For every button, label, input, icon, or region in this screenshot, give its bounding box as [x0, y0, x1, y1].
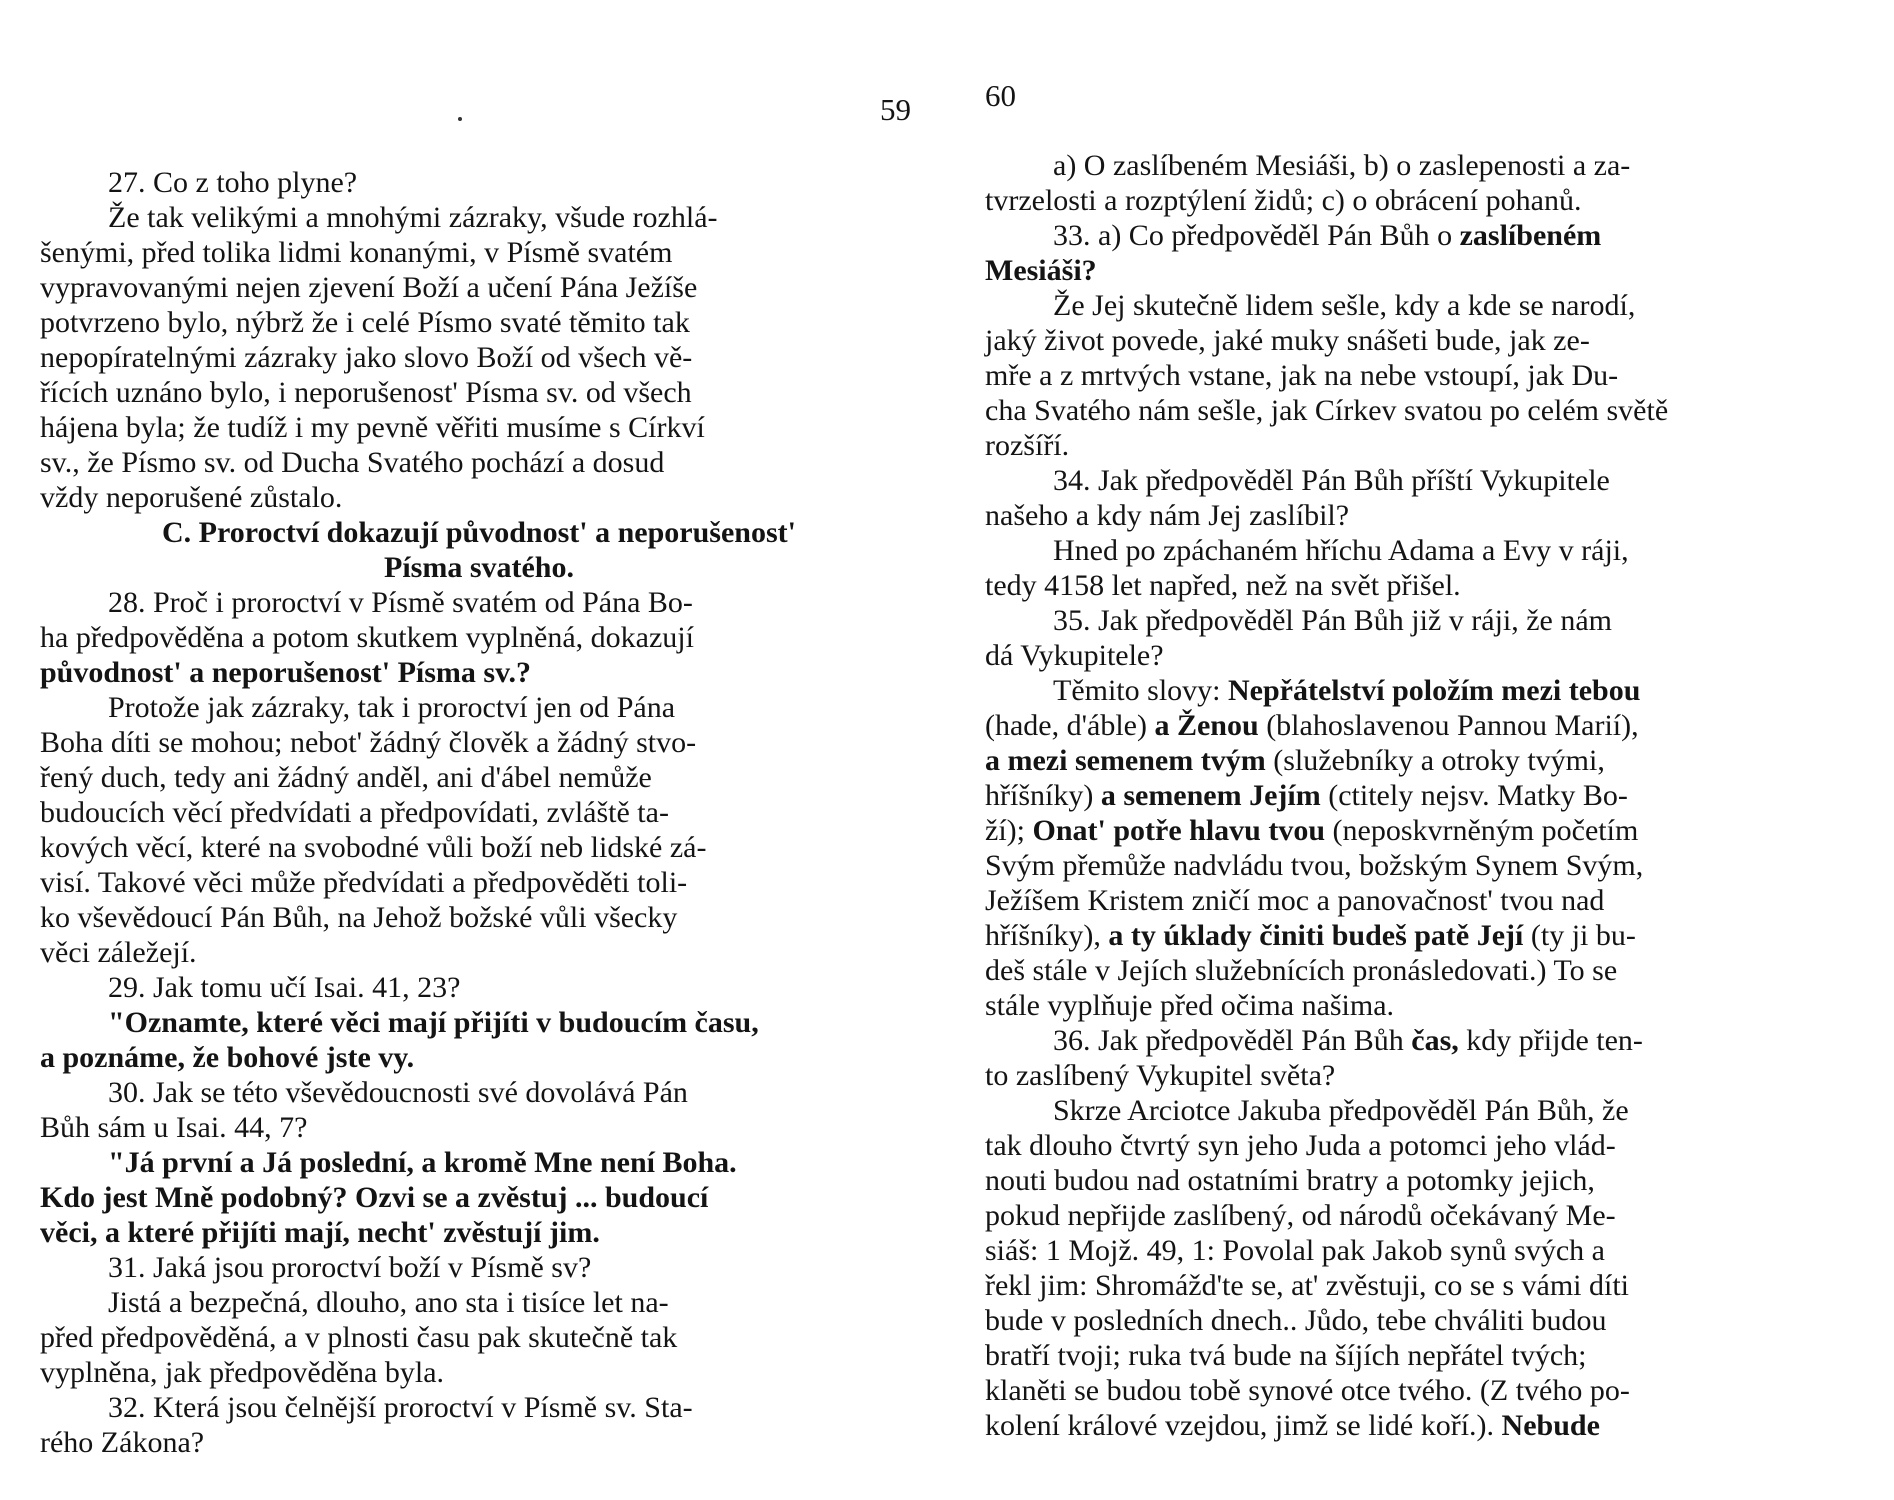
- text-line: věci záležejí.: [40, 936, 197, 969]
- text-line: řený duch, tedy ani žádný anděl, ani d'ábel nemůže: [40, 761, 652, 794]
- print-speck: [458, 117, 462, 121]
- text-segment: (neposkvrněným početím: [1325, 814, 1639, 847]
- text-line: Skrze Arciotce Jakuba předpověděl Pán Bůh, že: [1053, 1094, 1629, 1127]
- text-line: vyplněna, jak předpověděna byla.: [40, 1356, 445, 1389]
- text-line: cha Svatého nám sešle, jak Církev svatou po celém světě: [985, 394, 1669, 427]
- text-line: [985, 1408, 1843, 1443]
- text-line: Protože jak zázraky, tak i proroctví jen od Pána: [108, 691, 676, 724]
- text-line: Bůh sám u Isai. 44, 7?: [40, 1111, 308, 1144]
- text-line: to zaslíbený Vykupitel světa?: [985, 1059, 1336, 1092]
- bold-segment: Onat' potře hlavu tvou: [1032, 814, 1326, 847]
- bold-segment: a semenem Jejím: [1100, 779, 1321, 812]
- text-line: našeho a kdy nám Jej zaslíbil?: [985, 499, 1350, 532]
- text-line: budoucích věcí předvídati a předpovídati, zvláště ta-: [40, 796, 669, 829]
- text-line: [985, 918, 1843, 953]
- text-segment: (ty ji bu-: [1523, 919, 1636, 952]
- text-segment: (blahoslavenou Pannou Marií),: [1258, 709, 1639, 742]
- text-line: "Já první a Já poslední, a kromě Mne není Boha.: [108, 1146, 737, 1179]
- text-line: dá Vykupitele?: [985, 639, 1164, 672]
- text-line: řících uznáno bylo, i neporušenost' Písma sv. od všech: [40, 376, 692, 409]
- text-line: sv., že Písmo sv. od Ducha Svatého pochází a dosud: [40, 446, 665, 479]
- text-line: [985, 218, 1843, 253]
- text-line: vypravovanými nejen zjevení Boží a učení Pána Ježíše: [40, 271, 698, 304]
- text-line: visí. Takové věci může předvídati a předpověděti toli-: [40, 866, 688, 899]
- text-line: [985, 708, 1843, 743]
- text-line: [985, 743, 1843, 778]
- text-line: bratří tvoji; ruka tvá bude na šíjích nepřátel tvých;: [985, 1339, 1587, 1372]
- text-line: Ježíšem Kristem zničí moc a panovačnost' tvou nad: [985, 884, 1605, 917]
- text-line: [985, 813, 1843, 848]
- text-line: 27. Co z toho plyne?: [108, 166, 358, 199]
- text-line: rého Zákona?: [40, 1426, 205, 1459]
- text-line: potvrzeno bylo, nýbrž že i celé Písmo svaté těmito tak: [40, 306, 690, 339]
- text-line: rozšíří.: [985, 429, 1070, 462]
- page-number: 60: [985, 78, 1016, 113]
- text-line: 31. Jaká jsou proroctví boží v Písmě sv?: [108, 1251, 592, 1284]
- text-line: 30. Jak se této vševědoucnosti své dovolává Pán: [108, 1076, 688, 1109]
- text-line: šenými, před tolika lidmi konanými, v Písmě svatém: [40, 236, 673, 269]
- text-line: C. Proroctví dokazují původnost' a neporušenost': [162, 516, 796, 549]
- text-column: [40, 165, 918, 1460]
- text-line: Že tak velikými a mnohými zázraky, všude rozhlá-: [108, 201, 718, 234]
- text-line: 29. Jak tomu učí Isai. 41, 23?: [108, 971, 461, 1004]
- text-segment: 33. a) Co předpověděl Pán Bůh o: [1053, 219, 1460, 252]
- text-line: ko vševědoucí Pán Bůh, na Jehož božské vůli všecky: [40, 901, 678, 934]
- text-line: Písma svatého.: [384, 551, 574, 584]
- text-segment: kolení králové vzejdou, jimž se lidé koří.).: [985, 1409, 1502, 1442]
- text-column: [985, 148, 1843, 1443]
- text-line: věci, a které přijíti mají, necht' zvěstují jim.: [40, 1216, 600, 1249]
- text-line: tedy 4158 let napřed, než na svět přišel.: [985, 569, 1461, 602]
- text-line: [985, 778, 1843, 813]
- text-line: nepopíratelnými zázraky jako slovo Boží od všech vě-: [40, 341, 693, 374]
- text-line: Mesiáši?: [985, 254, 1097, 287]
- text-segment: hříšníky): [985, 779, 1101, 812]
- text-line: "Oznamte, které věci mají přijíti v budoucím času,: [108, 1006, 759, 1039]
- text-line: a poznáme, že bohové jste vy.: [40, 1041, 415, 1074]
- text-segment: (hade, d'áble): [985, 709, 1155, 742]
- text-line: nouti budou nad ostatními bratry a potomky jejich,: [985, 1164, 1595, 1197]
- text-segment: hříšníky),: [985, 919, 1109, 952]
- text-line: pokud nepřijde zaslíbený, od národů očekávaný Me-: [985, 1199, 1616, 1232]
- text-line: ha předpověděna a potom skutkem vyplněná, dokazují: [40, 621, 694, 654]
- text-line: Hned po zpáchaném hříchu Adama a Evy v ráji,: [1053, 534, 1629, 567]
- text-line: [985, 673, 1843, 708]
- bold-segment: čas,: [1411, 1024, 1459, 1057]
- bold-segment: a Ženou: [1154, 709, 1259, 742]
- text-segment: (ctitely nejsv. Matky Bo-: [1320, 779, 1628, 812]
- text-line: 34. Jak předpověděl Pán Bůh příští Vykupitele: [1053, 464, 1610, 497]
- text-line: mře a z mrtvých vstane, jak na nebe vstoupí, jak Du-: [985, 359, 1619, 392]
- text-line: před předpověděná, a v plnosti času pak skutečně tak: [40, 1321, 678, 1354]
- text-line: Boha díti se mohou; nebot' žádný člověk a žádný stvo-: [40, 726, 697, 759]
- bold-segment: zaslíbeném: [1459, 219, 1602, 252]
- bold-segment: Nepřátelství položím mezi tebou: [1228, 674, 1641, 707]
- text-line: klaněti se budou tobě synové otce tvého. (Z tvého po-: [985, 1374, 1630, 1407]
- text-line: původnost' a neporušenost' Písma sv.?: [40, 656, 531, 689]
- text-line: řekl jim: Shromážd'te se, at' zvěstuji, co se s vámi díti: [985, 1269, 1630, 1302]
- text-line: tak dlouho čtvrtý syn jeho Juda a potomci jeho vlád-: [985, 1129, 1616, 1162]
- right-page: [947, 0, 1894, 1500]
- text-line: vždy neporušené zůstalo.: [40, 481, 343, 514]
- text-line: 32. Která jsou čelnější proroctví v Písmě sv. Sta-: [108, 1391, 693, 1424]
- bold-segment: Nebude: [1501, 1409, 1600, 1442]
- text-line: Kdo jest Mně podobný? Ozvi se a zvěstuj ... budoucí: [40, 1181, 709, 1214]
- text-line: hájena byla; že tudíž i my pevně věřiti musíme s Církví: [40, 411, 705, 444]
- text-line: tvrzelosti a rozptýlení židů; c) o obrácení pohanů.: [985, 184, 1582, 217]
- bold-segment: a ty úklady činiti budeš patě Její: [1108, 919, 1524, 952]
- text-line: 28. Proč i proroctví v Písmě svatém od Pána Bo-: [108, 586, 693, 619]
- text-line: deš stále v Jejích služebnících pronásledovati.) To se: [985, 954, 1618, 987]
- text-line: 35. Jak předpověděl Pán Bůh již v ráji, že nám: [1053, 604, 1613, 637]
- text-line: [985, 1023, 1843, 1058]
- text-line: Jistá a bezpečná, dlouho, ano sta i tisíce let na-: [108, 1286, 669, 1319]
- text-line: jaký život povede, jaké muky snášeti bude, jak ze-: [985, 324, 1590, 357]
- text-line: a) O zaslíbeném Mesiáši, b) o zaslepenosti a za-: [1053, 149, 1631, 182]
- page-number: 59: [880, 92, 911, 127]
- text-line: kových věcí, které na svobodné vůli boží neb lidské zá-: [40, 831, 707, 864]
- bold-segment: a mezi semenem tvým: [985, 744, 1266, 777]
- text-line: Že Jej skutečně lidem sešle, kdy a kde se narodí,: [1053, 289, 1636, 322]
- text-segment: (služebníky a otroky tvými,: [1265, 744, 1605, 777]
- text-segment: Těmito slovy:: [1053, 674, 1228, 707]
- text-line: bude v posledních dnech.. Jůdo, tebe chváliti budou: [985, 1304, 1607, 1337]
- text-segment: ží);: [985, 814, 1033, 847]
- text-line: Svým přemůže nadvládu tvou, božským Synem Svým,: [985, 849, 1644, 882]
- text-line: siáš: 1 Mojž. 49, 1: Povolal pak Jakob synů svých a: [985, 1234, 1605, 1267]
- text-line: stále vyplňuje před očima našima.: [985, 989, 1395, 1022]
- text-segment: kdy přijde ten-: [1458, 1024, 1643, 1057]
- text-segment: 36. Jak předpověděl Pán Bůh: [1053, 1024, 1412, 1057]
